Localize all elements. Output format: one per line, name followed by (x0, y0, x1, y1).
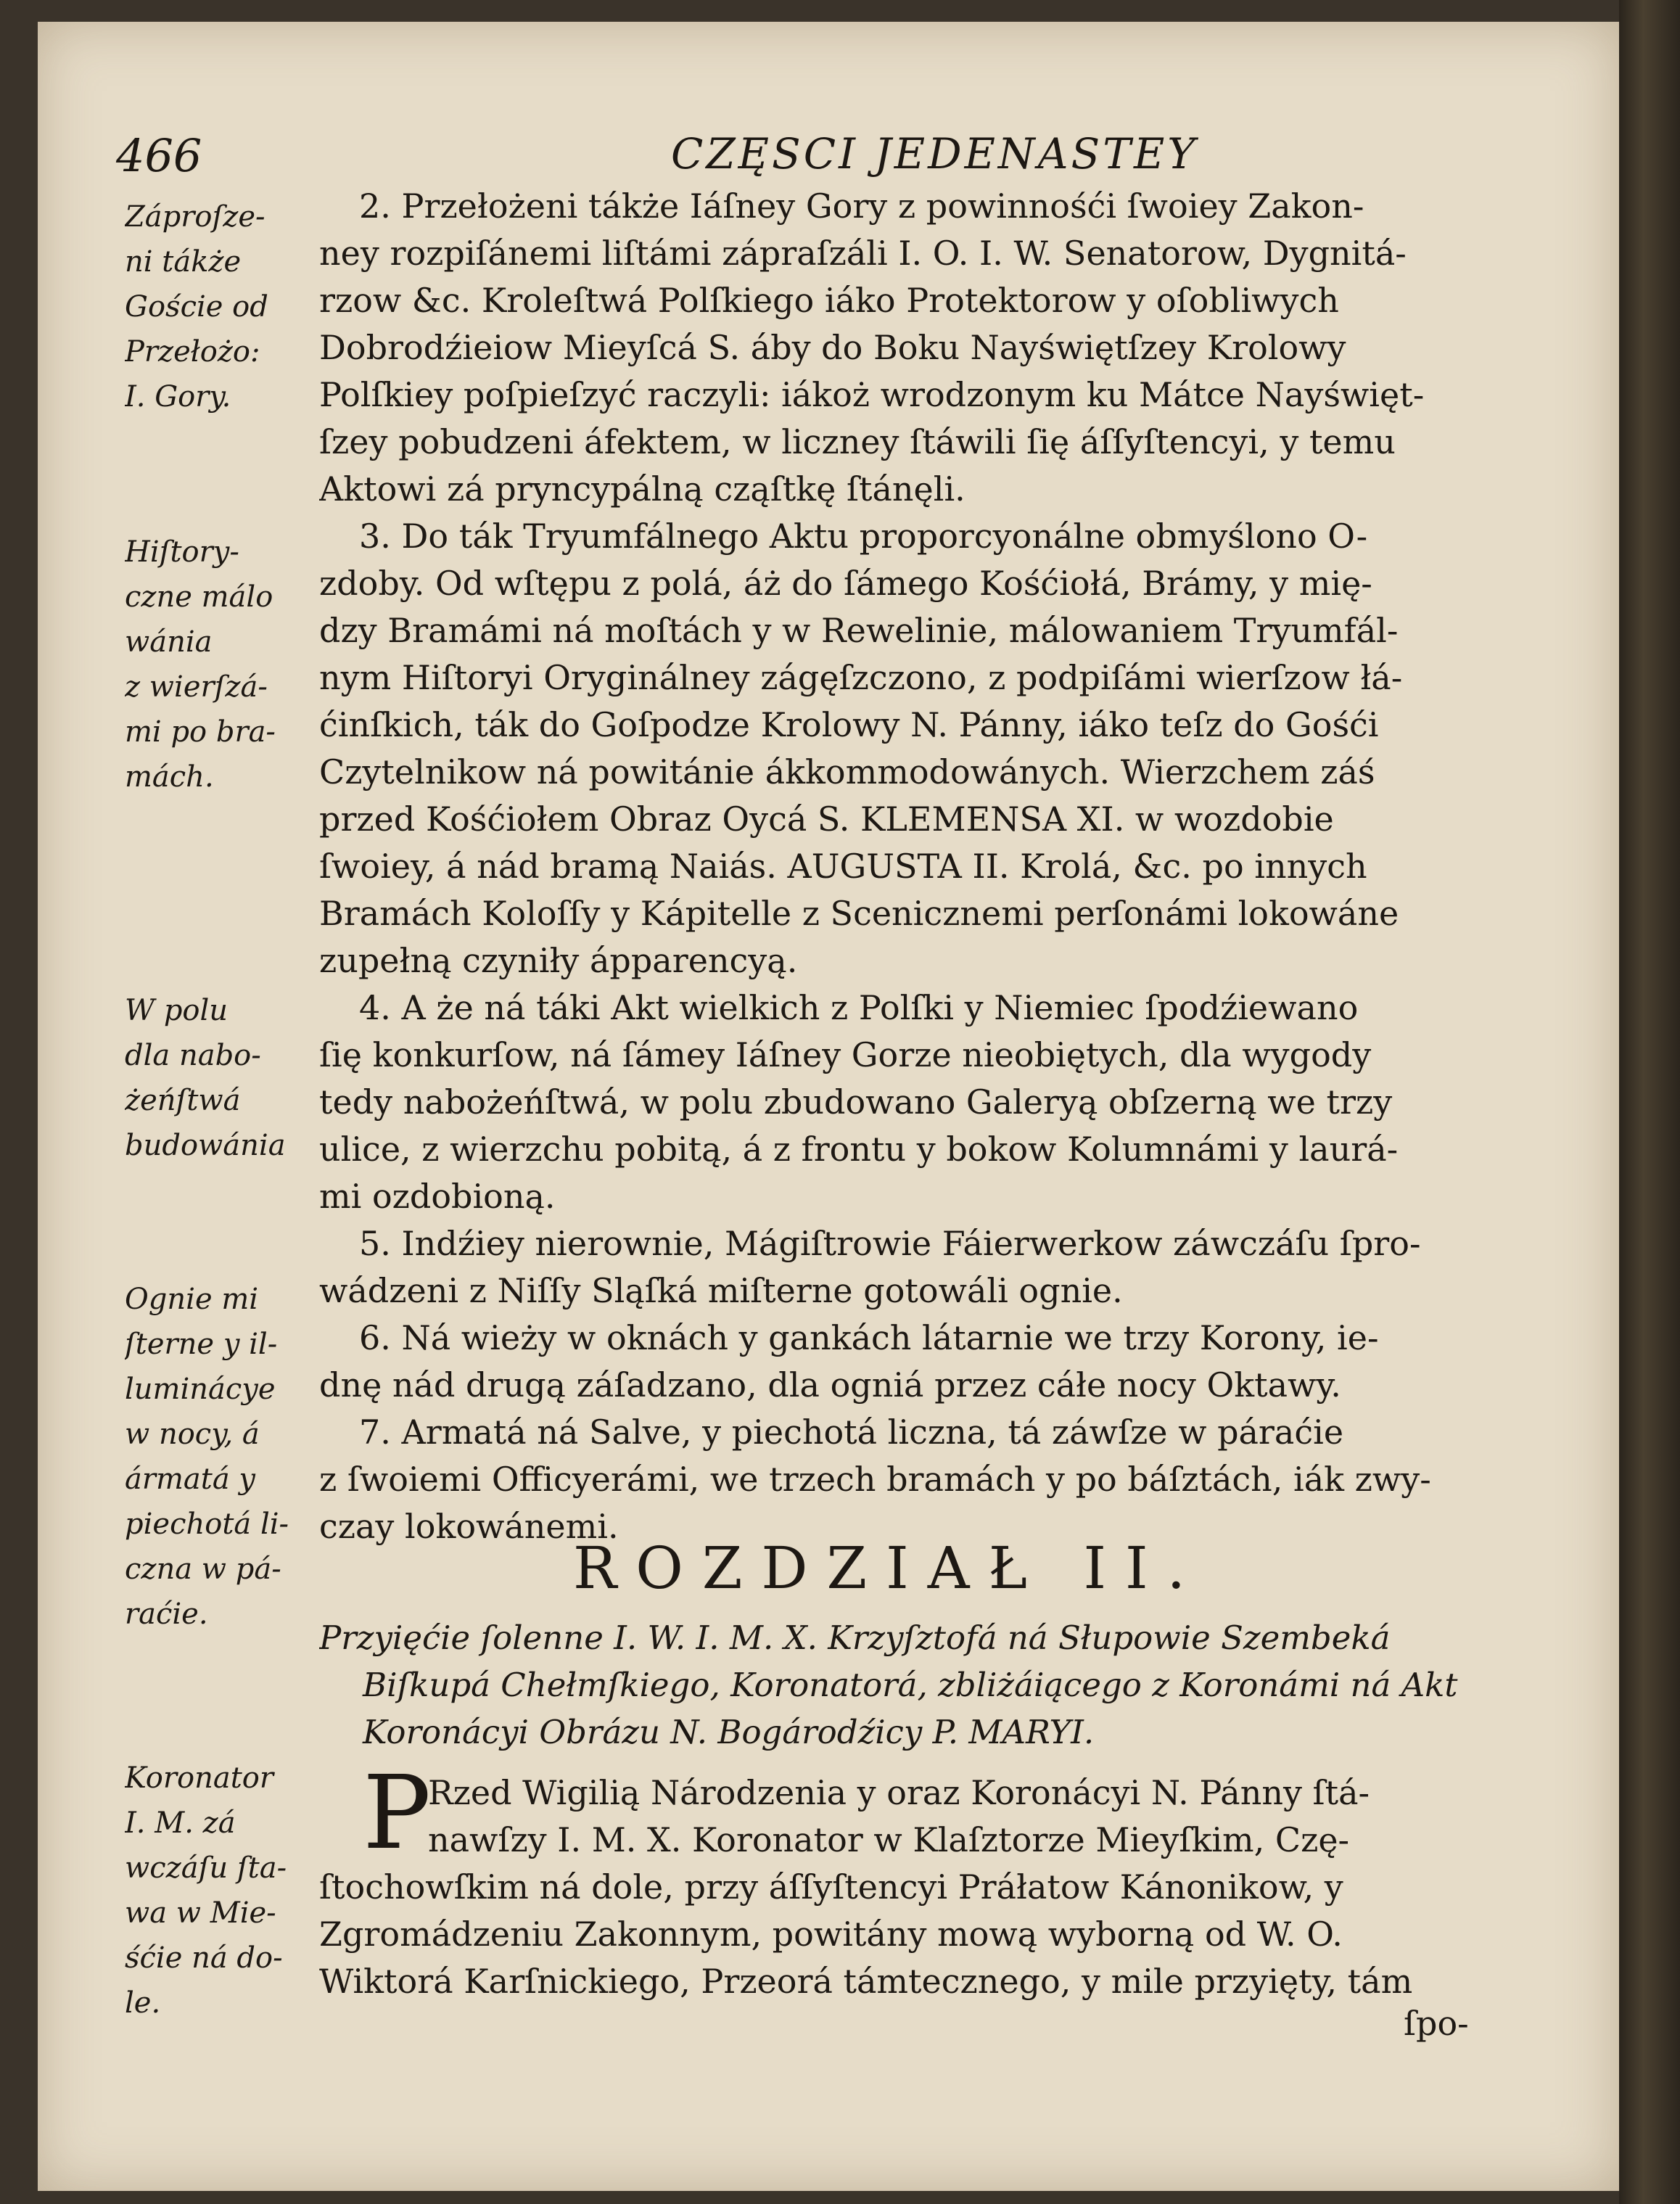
margin-line: piechotá li- (125, 1508, 289, 1541)
page-number: 466 (116, 129, 202, 182)
text-line: przed Kośćiołem Obraz Oycá S. KLEMENSA XI. w wozdobie (319, 799, 1334, 839)
text-line: Wiktorá Karſnickiego, Przeorá támtecznego, y mile przyięty, tám (319, 1962, 1413, 2001)
margin-line: żeńſtwá (125, 1084, 241, 1117)
text-line: rzow &c. Kroleſtwá Polſkiego iáko Protektorow y oſobliwych (319, 281, 1339, 320)
margin-line: luminácye (125, 1373, 276, 1406)
text-line: 4. A że ná táki Akt wielkich z Polſki y Niemiec ſpodźiewano (359, 988, 1359, 1027)
text-line: Czytelnikow ná powitánie ákkommodowánych. Wierzchem záś (319, 752, 1375, 791)
chapter-heading: ROZDZIAŁ II. (573, 1534, 1205, 1602)
text-line: ney rozpiſánemi liſtámi zápraſzáli I. O. I. W. Senatorow, Dygnitá- (319, 234, 1407, 273)
subtitle-line: Koronácyi Obrázu N. Bogárodźicy P. MARYI. (363, 1713, 1095, 1751)
text-line: ulice, z wierzchu pobitą, á z frontu y bokow Kolumnámi y laurá- (319, 1130, 1399, 1169)
margin-line: czna w pá- (125, 1553, 281, 1586)
subtitle-line: Przyięćie ſolenne I. W. I. M. X. Krzyſztofá ná Słupowie Szembeká (319, 1619, 1391, 1657)
text-line: z ſwoiemi Officyerámi, we trzech bramách y po báſztách, iák zwy- (319, 1460, 1431, 1499)
text-line: ćinſkich, ták do Goſpodze Krolowy N. Pánny, iáko teſz do Gośći (319, 705, 1379, 744)
margin-line: czne málo (125, 580, 273, 614)
text-line: Aktowi zá pryncypálną cząſtkę ſtánęli. (319, 469, 965, 509)
margin-line: w nocy, á (125, 1418, 260, 1451)
book-gutter (1619, 0, 1680, 2204)
text-line: czay lokowánemi. (319, 1507, 619, 1546)
text-line: Bramách Koloſſy y Kápitelle z Scenicznemi perſonámi lokowáne (319, 894, 1399, 933)
text-line: zupełną czyniły ápparencyą. (319, 941, 798, 980)
text-line: nawſzy I. M. X. Koronator w Klaſztorze Mieyſkim, Czę- (428, 1820, 1350, 1859)
margin-line: Hiſtory- (125, 535, 239, 569)
subtitle-line: Biſkupá Chełmſkiego, Koronatorá, zbliżáiącego z Koronámi ná Akt (363, 1666, 1458, 1704)
margin-line: Koronator (125, 1761, 273, 1795)
text-line: Dobrodźieiow Mieyſcá S. áby do Boku Nayświętſzey Krolowy (319, 328, 1346, 367)
text-line: zdoby. Od wſtępu z polá, áż do ſámego Kośćiołá, Brámy, y mię- (319, 564, 1372, 603)
text-line: ſię konkurſow, ná ſámey Iáſney Gorze nieobiętych, dla wygody (319, 1035, 1372, 1074)
margin-line: budowánia (125, 1129, 286, 1162)
margin-line: ni tákże (125, 245, 242, 279)
margin-note-2 (125, 530, 321, 799)
text-line: Polſkiey poſpieſzyć raczyli: iákoż wrodzonym ku Mátce Nayświęt- (319, 375, 1425, 414)
text-line: 3. Do ták Tryumfálnego Aktu proporcyonálne obmyślono O- (359, 517, 1368, 556)
margin-line: wa w Mie- (125, 1896, 276, 1930)
text-line: 6. Ná wieży w oknách y gankách látarnie we trzy Korony, ie- (359, 1318, 1379, 1357)
margin-line: W polu (125, 994, 228, 1027)
margin-line: ármatá y (125, 1463, 255, 1496)
margin-line: Ognie mi (125, 1283, 259, 1316)
margin-note-5 (125, 1756, 321, 2026)
margin-line: le. (125, 1986, 161, 2020)
text-line: Zgromádzeniu Zakonnym, powitány mową wyborną od W. O. (319, 1915, 1343, 1954)
text-line: tedy nabożeńſtwá, w polu zbudowano Galeryą obſzerną we trzy (319, 1082, 1393, 1122)
margin-note-4 (125, 1277, 321, 1637)
main-text (319, 183, 1538, 1550)
text-line: 7. Armatá ná Salve, y piechotá liczna, tá záwſze w páraćie (359, 1413, 1344, 1452)
drop-cap: P (363, 1754, 432, 1872)
margin-line: śćie ná do- (125, 1941, 283, 1975)
margin-line: mi po bra- (125, 715, 276, 749)
text-line: nym Hiſtoryi Oryginálney zágęſzczono, z podpiſámi wierſzow łá- (319, 658, 1403, 697)
margin-note-1 (125, 194, 321, 419)
margin-line: wánia (125, 625, 213, 659)
catchword: ſpo- (1404, 2004, 1469, 2043)
text-line: dnę nád drugą záſadzano, dla ogniá przez cáłe nocy Oktawy. (319, 1365, 1341, 1405)
margin-line: dla nabo- (125, 1039, 261, 1072)
text-line: mi ozdobioną. (319, 1177, 556, 1216)
margin-line: I. M. zá (125, 1806, 236, 1840)
margin-line: mách. (125, 760, 214, 794)
page-header (0, 129, 1680, 187)
margin-line: z wierſzá- (125, 670, 268, 704)
chapter-subtitle (319, 1614, 1538, 1756)
text-line: Rzed Wigilią Národzenia y oraz Koronácyi N. Pánny ſtá- (428, 1773, 1370, 1812)
text-line: ſwoiey, á nád bramą Naiás. AUGUSTA II. Krolá, &c. po innych (319, 847, 1367, 886)
margin-line: Goście od (125, 290, 268, 324)
text-line: dzy Bramámi ná moſtách y w Rewelinie, málowaniem Tryumfál- (319, 611, 1399, 650)
text-line: ſzey pobudzeni áfektem, w liczney ſtáwili ſię áſſyſtencyi, y temu (319, 422, 1396, 461)
margin-line: ſterne y il- (125, 1328, 278, 1361)
margin-line: raćie. (125, 1598, 208, 1631)
margin-line: Przełożo: (125, 335, 260, 369)
text-line: wádzeni z Niſſy Sląſká miſterne gotowáli ognie. (319, 1271, 1123, 1310)
text-line: 2. Przełożeni tákże Iáſney Gory z powinnośći ſwoiey Zakon- (359, 186, 1364, 226)
text-line: 5. Indźiey nierownie, Mágiſtrowie Fáierwerkow záwczáſu ſpro- (359, 1224, 1421, 1263)
margin-line: I. Gory. (125, 380, 231, 414)
margin-line: Záproſze- (125, 200, 265, 234)
margin-line: wczáſu ſta- (125, 1851, 287, 1885)
text-line: ſtochowſkim ná dole, przy áſſyſtencyi Práłatow Kánonikow, y (319, 1867, 1343, 1907)
margin-note-3 (125, 988, 321, 1168)
running-title: CZĘSCI JEDENASTEY (671, 129, 1198, 178)
chapter-text (319, 1769, 1538, 2004)
